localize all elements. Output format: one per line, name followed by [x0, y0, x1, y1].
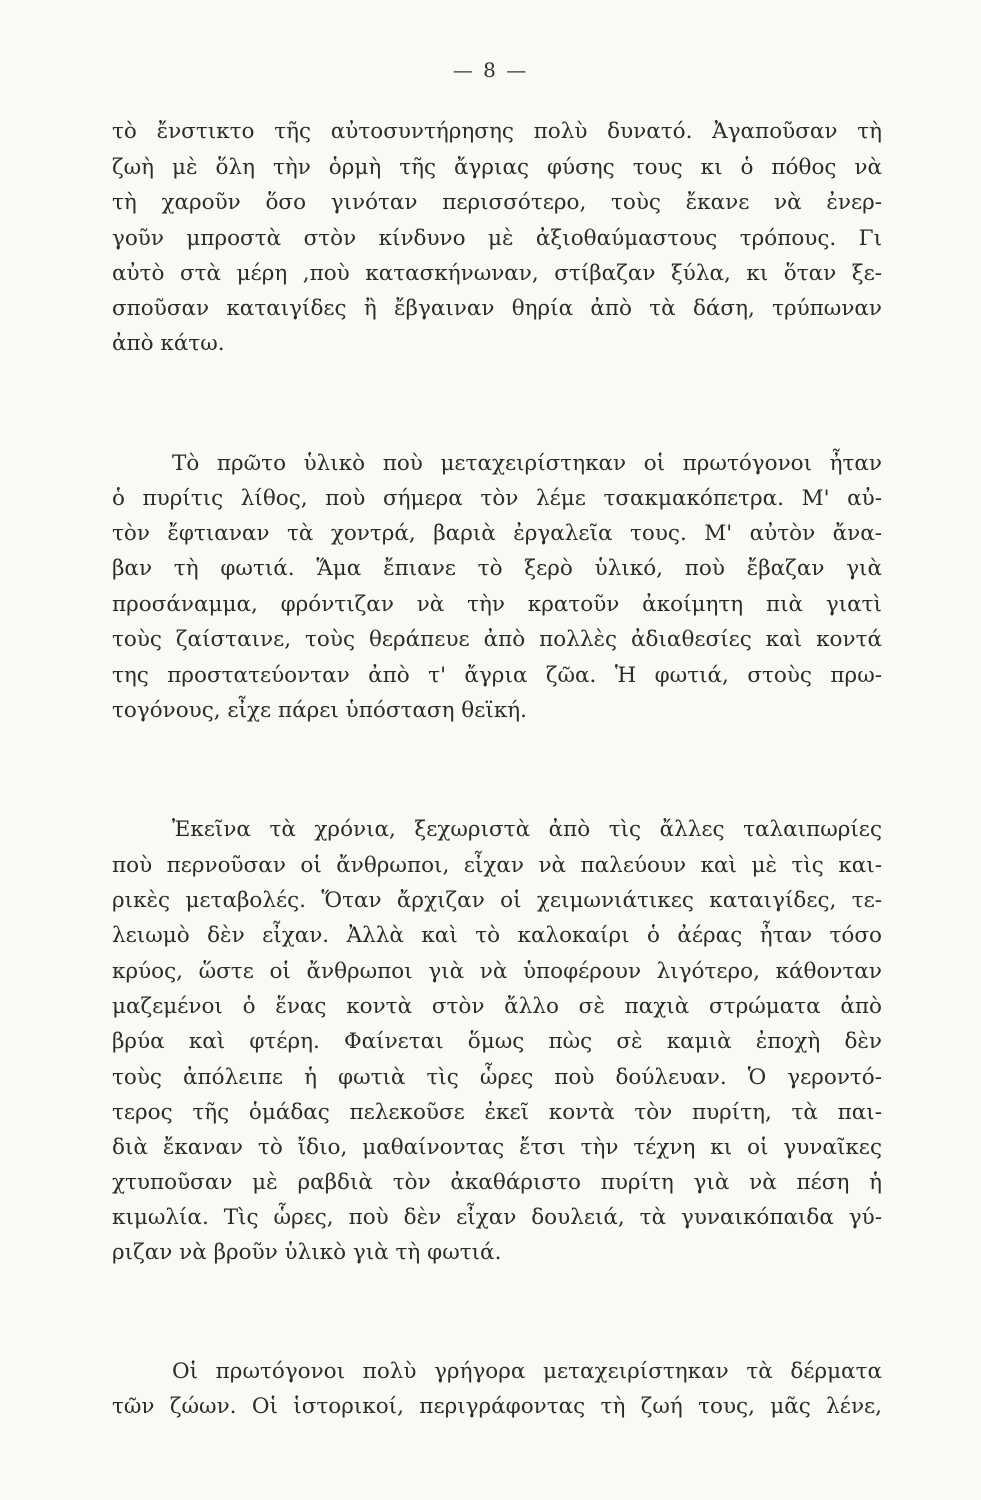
paragraph-3-line-3: ρικὲς μεταβολές. Ὅταν ἄρχιζαν οἱ χειμωνιάτικες καταιγίδες, τε-: [112, 888, 882, 913]
paragraph-2-line-8: τογόνους, εἶχε πάρει ὑπόσταση θεϊκή.: [112, 698, 527, 723]
paragraph-3-line-12: κιμωλία. Τὶς ὧρες, ποὺ δὲν εἶχαν δουλειά, τὰ γυναικόπαιδα γύ-: [112, 1205, 882, 1230]
paragraph-3-line-2: ποὺ περνοῦσαν οἱ ἄνθρωποι, εἶχαν νὰ παλεύουν καὶ μὲ τὶς και-: [112, 853, 882, 878]
paragraph-1-line-7: ἀπὸ κάτω.: [112, 331, 225, 356]
paragraph-3-line-6: μαζεμένοι ὁ ἕνας κοντὰ στὸν ἄλλο σὲ παχιὰ στρώματα ἀπὸ: [112, 994, 882, 1019]
paragraph-2-line-7: της προστατεύονταν ἀπὸ τ' ἄγρια ζῶα. Ἡ φωτιά, στοὺς πρω-: [112, 663, 882, 688]
paragraph-3-line-8: τοὺς ἀπόλειπε ἡ φωτιὰ τὶς ὧρες ποὺ δούλευαν. Ὁ γεροντό-: [112, 1065, 882, 1090]
paragraph-2-line-5: προσάναμμα, φρόντιζαν νὰ τὴν κρατοῦν ἀκοίμητη πιὰ γιατὶ: [112, 592, 882, 617]
paragraph-4-line-2: τῶν ζώων. Οἱ ἱστορικοί, περιγράφοντας τὴ ζωή τους, μᾶς λένε,: [112, 1394, 882, 1419]
page-number: — 8 —: [452, 58, 529, 82]
paragraph-3-line-9: τερος τῆς ὁμάδας πελεκοῦσε ἐκεῖ κοντὰ τὸν πυρίτη, τὰ παι-: [112, 1100, 882, 1125]
paragraph-2-line-2: ὁ πυρίτις λίθος, ποὺ σήμερα τὸν λέμε τσακμακόπετρα. Μ' αὐ-: [112, 486, 882, 511]
paragraph-2-line-3: τὸν ἔφτιαναν τὰ χοντρά, βαριὰ ἐργαλεῖα τους. Μ' αὐτὸν ἄνα-: [112, 521, 882, 546]
paragraph-3-line-1: Ἐκεῖνα τὰ χρόνια, ξεχωριστὰ ἀπὸ τὶς ἄλλες ταλαιπωρίες: [172, 817, 882, 842]
paragraph-3-line-13: ριζαν νὰ βροῦν ὑλικὸ γιὰ τὴ φωτιά.: [112, 1240, 502, 1265]
paragraph-1-line-2: ζωὴ μὲ ὅλη τὴν ὁρμὴ τῆς ἄγριας φύσης τους κι ὁ πόθος νὰ: [112, 155, 882, 180]
paragraph-3-line-11: χτυποῦσαν μὲ ραβδιὰ τὸν ἀκαθάριστο πυρίτη γιὰ νὰ πέση ἡ: [112, 1170, 882, 1195]
paragraph-3-line-10: διὰ ἔκαναν τὸ ἴδιο, μαθαίνοντας ἔτσι τὴν τέχνη κι οἱ γυναῖκες: [112, 1135, 882, 1160]
paragraph-3-line-4: λειωμὸ δὲν εἶχαν. Ἀλλὰ καὶ τὸ καλοκαίρι ὁ ἀέρας ἦταν τόσο: [112, 923, 882, 948]
paragraph-3-line-5: κρύος, ὥστε οἱ ἄνθρωποι γιὰ νὰ ὑποφέρουν λιγότερο, κάθονταν: [112, 959, 882, 984]
paragraph-4-line-1: Οἱ πρωτόγονοι πολὺ γρήγορα μεταχειρίστηκαν τὰ δέρματα: [172, 1359, 882, 1384]
paragraph-2-line-1: Τὸ πρῶτο ὑλικὸ ποὺ μεταχειρίστηκαν οἱ πρωτόγονοι ἦταν: [172, 451, 882, 476]
paragraph-2-line-6: τοὺς ζαίσταινε, τοὺς θεράπευε ἀπὸ πολλὲς ἀδιαθεσίες καὶ κοντά: [112, 627, 882, 652]
paragraph-1-line-3: τὴ χαροῦν ὅσο γινόταν περισσότερο, τοὺς ἔκανε νὰ ἐνερ-: [112, 190, 882, 215]
paragraph-3-line-7: βρύα καὶ φτέρη. Φαίνεται ὅμως πὼς σὲ καμιὰ ἐποχὴ δὲν: [112, 1029, 882, 1054]
paragraph-1-line-5: αὐτὸ στὰ μέρη ,ποὺ κατασκήνωναν, στίβαζαν ξύλα, κι ὅταν ξε-: [112, 261, 882, 286]
paragraph-1-line-4: γοῦν μπροστὰ στὸν κίνδυνο μὲ ἀξιοθαύμαστους τρόπους. Γι: [112, 226, 882, 251]
paragraph-2-line-4: βαν τὴ φωτιά. Ἅμα ἔπιανε τὸ ξερὸ ὑλικό, ποὺ ἔβαζαν γιὰ: [112, 556, 882, 581]
paragraph-1-line-6: σποῦσαν καταιγίδες ἢ ἔβγαιναν θηρία ἀπὸ τὰ δάση, τρύπωναν: [112, 296, 882, 321]
paragraph-1-line-1: τὸ ἔνστικτο τῆς αὐτοσυντήρησης πολὺ δυνατό. Ἀγαποῦσαν τὴ: [112, 119, 882, 144]
